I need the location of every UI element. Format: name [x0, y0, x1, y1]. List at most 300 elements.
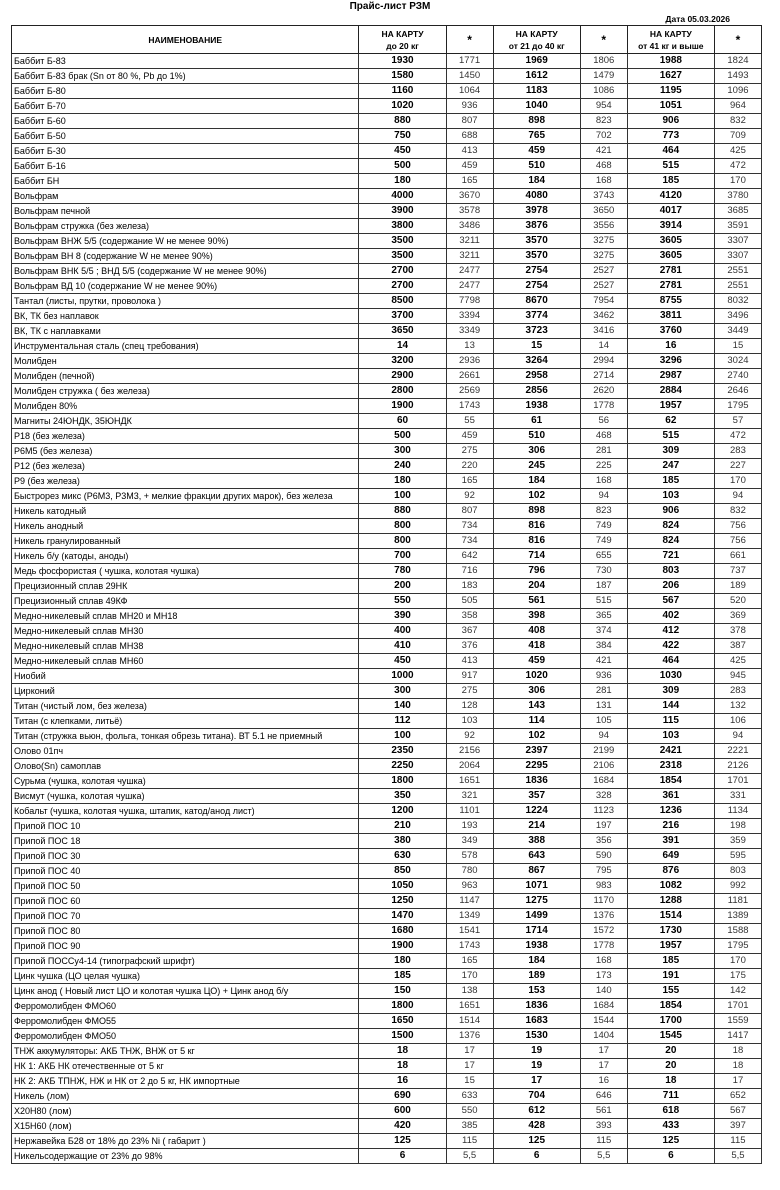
- alt-price-cell-s40: 56: [580, 414, 627, 429]
- alt-price-cell-s20: 376: [446, 639, 493, 654]
- alt-price-cell-s41: 832: [714, 504, 761, 519]
- price-cell-p41: 412: [627, 624, 714, 639]
- item-name-cell: Цинк чушка (ЦО целая чушка): [12, 969, 359, 984]
- alt-price-cell-s40: 1086: [580, 84, 627, 99]
- alt-price-cell-s20: 807: [446, 504, 493, 519]
- price-cell-p41: 1627: [627, 69, 714, 84]
- price-cell-p41: 649: [627, 849, 714, 864]
- table-row: [12, 369, 762, 384]
- price-cell-p40: 1530: [493, 1029, 580, 1044]
- price-cell-p20: 1800: [359, 774, 446, 789]
- alt-price-cell-s41: 170: [714, 174, 761, 189]
- price-cell-p20: 1160: [359, 84, 446, 99]
- price-cell-p40: 408: [493, 624, 580, 639]
- price-cell-p41: 422: [627, 639, 714, 654]
- alt-price-cell-s20: 1771: [446, 54, 493, 69]
- alt-price-cell-s40: 983: [580, 879, 627, 894]
- item-name-cell: НК 2: АКБ ТПНЖ, НЖ и НК от 2 до 5 кг, НК импортные: [12, 1074, 359, 1089]
- alt-price-cell-s20: 3349: [446, 324, 493, 339]
- table-row: [12, 489, 762, 504]
- alt-price-cell-s20: 1064: [446, 84, 493, 99]
- alt-price-cell-s40: 7954: [580, 294, 627, 309]
- price-cell-p41: 3605: [627, 234, 714, 249]
- table-row: [12, 984, 762, 999]
- item-name-cell: Титан (стружка вьюн, фольга, тонкая обрезь титана). ВТ 5.1 не приемный: [12, 729, 359, 744]
- price-cell-p41: 391: [627, 834, 714, 849]
- price-cell-p40: 510: [493, 159, 580, 174]
- table-row: [12, 54, 762, 69]
- alt-price-cell-s40: 1572: [580, 924, 627, 939]
- price-cell-p41: 20: [627, 1059, 714, 1074]
- item-name-cell: Быстрорез микс (Р6М3, Р3М3, + мелкие фракции других марок), без железа: [12, 489, 359, 504]
- alt-price-cell-s40: 1684: [580, 999, 627, 1014]
- alt-price-cell-s40: 3462: [580, 309, 627, 324]
- alt-price-cell-s40: 3416: [580, 324, 627, 339]
- price-cell-p40: 1938: [493, 939, 580, 954]
- price-cell-p40: 1683: [493, 1014, 580, 1029]
- table-row: [12, 294, 762, 309]
- item-name-cell: Припой ПОС 90: [12, 939, 359, 954]
- table-row: [12, 84, 762, 99]
- price-cell-p20: 2800: [359, 384, 446, 399]
- document-date: Дата 05.03.2026: [665, 14, 730, 24]
- price-cell-p40: 2397: [493, 744, 580, 759]
- price-cell-p20: 6: [359, 1149, 446, 1164]
- alt-price-cell-s40: 168: [580, 474, 627, 489]
- price-cell-p40: 1040: [493, 99, 580, 114]
- price-cell-p20: 800: [359, 519, 446, 534]
- price-cell-p40: 306: [493, 444, 580, 459]
- alt-price-cell-s41: 661: [714, 549, 761, 564]
- item-name-cell: НК 1: АКБ НК отечественные от 5 кг: [12, 1059, 359, 1074]
- price-cell-p40: 6: [493, 1149, 580, 1164]
- item-name-cell: ТНЖ аккумуляторы: АКБ ТНЖ, ВНЖ от 5 кг: [12, 1044, 359, 1059]
- alt-price-cell-s41: 3780: [714, 189, 761, 204]
- price-cell-p20: 1680: [359, 924, 446, 939]
- price-cell-p40: 1938: [493, 399, 580, 414]
- price-cell-p20: 18: [359, 1044, 446, 1059]
- alt-price-cell-s20: 633: [446, 1089, 493, 1104]
- item-name-cell: Припой ПОС 18: [12, 834, 359, 849]
- alt-price-cell-s40: 1479: [580, 69, 627, 84]
- price-cell-p41: 62: [627, 414, 714, 429]
- alt-price-cell-s41: 520: [714, 594, 761, 609]
- price-cell-p40: 3774: [493, 309, 580, 324]
- item-name-cell: Никель гранулированный: [12, 534, 359, 549]
- price-cell-p40: 15: [493, 339, 580, 354]
- alt-price-cell-s41: 1559: [714, 1014, 761, 1029]
- alt-price-cell-s20: 92: [446, 489, 493, 504]
- alt-price-cell-s40: 421: [580, 144, 627, 159]
- alt-price-cell-s41: 3591: [714, 219, 761, 234]
- alt-price-cell-s40: 954: [580, 99, 627, 114]
- alt-price-cell-s20: 807: [446, 114, 493, 129]
- alt-price-cell-s40: 17: [580, 1044, 627, 1059]
- price-cell-p20: 450: [359, 144, 446, 159]
- price-cell-p20: 140: [359, 699, 446, 714]
- alt-price-cell-s41: 2221: [714, 744, 761, 759]
- price-cell-p20: 2250: [359, 759, 446, 774]
- alt-price-cell-s41: 595: [714, 849, 761, 864]
- table-row: [12, 339, 762, 354]
- item-name-cell: Сурьма (чушка, колотая чушка): [12, 774, 359, 789]
- price-cell-p41: 824: [627, 519, 714, 534]
- price-cell-p20: 1930: [359, 54, 446, 69]
- price-cell-p40: 1224: [493, 804, 580, 819]
- table-row: [12, 264, 762, 279]
- price-cell-p40: 561: [493, 594, 580, 609]
- alt-price-cell-s41: 1701: [714, 774, 761, 789]
- alt-price-cell-s41: 652: [714, 1089, 761, 1104]
- alt-price-cell-s41: 1588: [714, 924, 761, 939]
- table-row: [12, 969, 762, 984]
- alt-price-cell-s41: 964: [714, 99, 761, 114]
- alt-price-cell-s41: 1389: [714, 909, 761, 924]
- table-row: [12, 159, 762, 174]
- table-row: [12, 189, 762, 204]
- alt-price-cell-s41: 2551: [714, 279, 761, 294]
- alt-price-cell-s20: 505: [446, 594, 493, 609]
- alt-price-cell-s20: 3211: [446, 249, 493, 264]
- alt-price-cell-s40: 2994: [580, 354, 627, 369]
- alt-price-cell-s20: 115: [446, 1134, 493, 1149]
- item-name-cell: Прецизионный сплав 29НК: [12, 579, 359, 594]
- item-name-cell: Припой ПОССу4-14 (типографский шрифт): [12, 954, 359, 969]
- alt-price-cell-s40: 365: [580, 609, 627, 624]
- alt-price-cell-s41: 15: [714, 339, 761, 354]
- table-row: [12, 309, 762, 324]
- item-name-cell: Олово(Sn) самоплав: [12, 759, 359, 774]
- alt-price-cell-s20: 17: [446, 1059, 493, 1074]
- table-row: [12, 504, 762, 519]
- price-cell-p40: 714: [493, 549, 580, 564]
- price-cell-p41: 103: [627, 729, 714, 744]
- alt-price-cell-s20: 2156: [446, 744, 493, 759]
- table-row: [12, 1134, 762, 1149]
- alt-price-cell-s40: 1544: [580, 1014, 627, 1029]
- table-row: [12, 564, 762, 579]
- alt-price-cell-s40: 646: [580, 1089, 627, 1104]
- price-cell-p40: 2754: [493, 279, 580, 294]
- price-cell-p40: 704: [493, 1089, 580, 1104]
- alt-price-cell-s20: 3670: [446, 189, 493, 204]
- item-name-cell: Никель (лом): [12, 1089, 359, 1104]
- table-row: [12, 894, 762, 909]
- alt-price-cell-s41: 57: [714, 414, 761, 429]
- price-cell-p20: 410: [359, 639, 446, 654]
- alt-price-cell-s41: 3307: [714, 249, 761, 264]
- price-cell-p41: 2421: [627, 744, 714, 759]
- alt-price-cell-s41: 472: [714, 429, 761, 444]
- price-cell-p20: 18: [359, 1059, 446, 1074]
- price-cell-p41: 515: [627, 429, 714, 444]
- item-name-cell: Магниты 24ЮНДК, 35ЮНДК: [12, 414, 359, 429]
- item-name-cell: Х20Н80 (лом): [12, 1104, 359, 1119]
- item-name-cell: Р9 (без железа): [12, 474, 359, 489]
- price-cell-p41: 309: [627, 444, 714, 459]
- price-cell-p20: 300: [359, 444, 446, 459]
- price-cell-p20: 8500: [359, 294, 446, 309]
- price-cell-p40: 816: [493, 534, 580, 549]
- price-cell-p41: 433: [627, 1119, 714, 1134]
- price-cell-p20: 750: [359, 129, 446, 144]
- price-cell-p41: 1051: [627, 99, 714, 114]
- price-cell-p41: 876: [627, 864, 714, 879]
- price-cell-p20: 2900: [359, 369, 446, 384]
- price-cell-p40: 867: [493, 864, 580, 879]
- price-cell-p40: 1612: [493, 69, 580, 84]
- alt-price-cell-s20: 1147: [446, 894, 493, 909]
- price-cell-p41: 185: [627, 954, 714, 969]
- item-name-cell: Висмут (чушка, колотая чушка): [12, 789, 359, 804]
- alt-price-cell-s40: 328: [580, 789, 627, 804]
- price-cell-p20: 112: [359, 714, 446, 729]
- alt-price-cell-s40: 16: [580, 1074, 627, 1089]
- price-cell-p41: 906: [627, 504, 714, 519]
- item-name-cell: Вольфрам ВН 8 (содержание W не менее 90%): [12, 249, 359, 264]
- price-cell-p40: 184: [493, 954, 580, 969]
- item-name-cell: Ферромолибден ФМО50: [12, 1029, 359, 1044]
- table-row: [12, 579, 762, 594]
- alt-price-cell-s20: 2477: [446, 264, 493, 279]
- price-cell-p41: 361: [627, 789, 714, 804]
- alt-price-cell-s41: 3024: [714, 354, 761, 369]
- price-cell-p41: 103: [627, 489, 714, 504]
- price-cell-p41: 2987: [627, 369, 714, 384]
- alt-price-cell-s20: 1376: [446, 1029, 493, 1044]
- alt-price-cell-s40: 168: [580, 954, 627, 969]
- price-cell-p20: 1470: [359, 909, 446, 924]
- price-cell-p20: 14: [359, 339, 446, 354]
- alt-price-cell-s20: 170: [446, 969, 493, 984]
- price-cell-p20: 690: [359, 1089, 446, 1104]
- alt-price-cell-s41: 283: [714, 444, 761, 459]
- price-cell-p20: 16: [359, 1074, 446, 1089]
- price-cell-p20: 600: [359, 1104, 446, 1119]
- alt-price-cell-s20: 92: [446, 729, 493, 744]
- price-cell-p40: 2958: [493, 369, 580, 384]
- price-cell-p20: 185: [359, 969, 446, 984]
- alt-price-cell-s40: 197: [580, 819, 627, 834]
- header-label: НА КАРТУ: [649, 28, 692, 39]
- price-cell-p40: 1969: [493, 54, 580, 69]
- item-name-cell: Припой ПОС 60: [12, 894, 359, 909]
- table-row: [12, 939, 762, 954]
- alt-price-cell-s41: 331: [714, 789, 761, 804]
- alt-price-cell-s40: 14: [580, 339, 627, 354]
- price-cell-p40: 19: [493, 1044, 580, 1059]
- table-row: [12, 249, 762, 264]
- price-cell-p20: 60: [359, 414, 446, 429]
- alt-price-cell-s20: 2477: [446, 279, 493, 294]
- price-cell-p41: 6: [627, 1149, 714, 1164]
- price-cell-p20: 1650: [359, 1014, 446, 1029]
- item-name-cell: Баббит БН: [12, 174, 359, 189]
- price-cell-p20: 1250: [359, 894, 446, 909]
- alt-price-cell-s20: 1101: [446, 804, 493, 819]
- price-cell-p41: 618: [627, 1104, 714, 1119]
- alt-price-cell-s40: 515: [580, 594, 627, 609]
- item-name-cell: Р18 (без железа): [12, 429, 359, 444]
- price-cell-p41: 8755: [627, 294, 714, 309]
- price-cell-p40: 612: [493, 1104, 580, 1119]
- price-cell-p20: 180: [359, 174, 446, 189]
- table-row: [12, 804, 762, 819]
- price-cell-p40: 4080: [493, 189, 580, 204]
- alt-price-cell-s41: 3307: [714, 234, 761, 249]
- alt-price-cell-s20: 3394: [446, 309, 493, 324]
- item-name-cell: Молибден 80%: [12, 399, 359, 414]
- alt-price-cell-s40: 1778: [580, 939, 627, 954]
- header-name: НАИМЕНОВАНИЕ: [12, 26, 359, 54]
- table-row: [12, 789, 762, 804]
- item-name-cell: Баббит Б-50: [12, 129, 359, 144]
- table-row: [12, 1089, 762, 1104]
- table-row: [12, 834, 762, 849]
- price-cell-p20: 500: [359, 429, 446, 444]
- alt-price-cell-s20: 459: [446, 429, 493, 444]
- item-name-cell: Баббит Б-83 брак (Sn от 80 %, Pb до 1%): [12, 69, 359, 84]
- item-name-cell: Припой ПОС 50: [12, 879, 359, 894]
- table-row: [12, 819, 762, 834]
- alt-price-cell-s20: 13: [446, 339, 493, 354]
- item-name-cell: Баббит Б-30: [12, 144, 359, 159]
- alt-price-cell-s40: 1778: [580, 399, 627, 414]
- alt-price-cell-s41: 115: [714, 1134, 761, 1149]
- alt-price-cell-s20: 734: [446, 534, 493, 549]
- price-cell-p41: 309: [627, 684, 714, 699]
- alt-price-cell-s41: 189: [714, 579, 761, 594]
- alt-price-cell-s41: 359: [714, 834, 761, 849]
- item-name-cell: Ферромолибден ФМО55: [12, 1014, 359, 1029]
- alt-price-cell-s40: 730: [580, 564, 627, 579]
- price-cell-p40: 153: [493, 984, 580, 999]
- alt-price-cell-s40: 749: [580, 519, 627, 534]
- item-name-cell: Медно-никелевый сплав МН30: [12, 624, 359, 639]
- alt-price-cell-s20: 5,5: [446, 1149, 493, 1164]
- price-cell-p20: 3650: [359, 324, 446, 339]
- price-cell-p41: 191: [627, 969, 714, 984]
- alt-price-cell-s20: 165: [446, 474, 493, 489]
- price-cell-p41: 1545: [627, 1029, 714, 1044]
- price-cell-p41: 464: [627, 144, 714, 159]
- price-cell-p20: 3800: [359, 219, 446, 234]
- table-row: [12, 684, 762, 699]
- header-asterisk-2: *: [580, 26, 627, 54]
- alt-price-cell-s20: 1743: [446, 939, 493, 954]
- table-row: [12, 744, 762, 759]
- alt-price-cell-s20: 1651: [446, 999, 493, 1014]
- alt-price-cell-s20: 917: [446, 669, 493, 684]
- alt-price-cell-s41: 227: [714, 459, 761, 474]
- price-cell-p41: 1730: [627, 924, 714, 939]
- alt-price-cell-s41: 1134: [714, 804, 761, 819]
- alt-price-cell-s41: 397: [714, 1119, 761, 1134]
- alt-price-cell-s40: 384: [580, 639, 627, 654]
- item-name-cell: Припой ПОС 40: [12, 864, 359, 879]
- price-cell-p40: 643: [493, 849, 580, 864]
- price-cell-p20: 3900: [359, 204, 446, 219]
- price-cell-p20: 500: [359, 159, 446, 174]
- price-cell-p41: 2781: [627, 264, 714, 279]
- alt-price-cell-s41: 1795: [714, 939, 761, 954]
- price-cell-p41: 1195: [627, 84, 714, 99]
- price-cell-p41: 115: [627, 714, 714, 729]
- alt-price-cell-s41: 756: [714, 519, 761, 534]
- alt-price-cell-s40: 421: [580, 654, 627, 669]
- price-cell-p40: 3723: [493, 324, 580, 339]
- header-label: НА КАРТУ: [515, 28, 558, 39]
- alt-price-cell-s20: 367: [446, 624, 493, 639]
- alt-price-cell-s20: 15: [446, 1074, 493, 1089]
- alt-price-cell-s20: 138: [446, 984, 493, 999]
- table-row: [12, 459, 762, 474]
- price-cell-p41: 1082: [627, 879, 714, 894]
- item-name-cell: Припой ПОС 30: [12, 849, 359, 864]
- alt-price-cell-s41: 425: [714, 144, 761, 159]
- alt-price-cell-s41: 1417: [714, 1029, 761, 1044]
- alt-price-cell-s20: 459: [446, 159, 493, 174]
- price-cell-p40: 204: [493, 579, 580, 594]
- alt-price-cell-s20: 413: [446, 654, 493, 669]
- price-cell-p41: 20: [627, 1044, 714, 1059]
- alt-price-cell-s41: 2126: [714, 759, 761, 774]
- price-cell-p40: 2856: [493, 384, 580, 399]
- table-row: [12, 1029, 762, 1044]
- alt-price-cell-s41: 17: [714, 1074, 761, 1089]
- price-cell-p41: 515: [627, 159, 714, 174]
- price-cell-p20: 1900: [359, 939, 446, 954]
- price-cell-p20: 125: [359, 1134, 446, 1149]
- alt-price-cell-s41: 425: [714, 654, 761, 669]
- item-name-cell: Медно-никелевый сплав МН20 и МН18: [12, 609, 359, 624]
- price-cell-p20: 150: [359, 984, 446, 999]
- alt-price-cell-s41: 170: [714, 474, 761, 489]
- alt-price-cell-s40: 3275: [580, 234, 627, 249]
- item-name-cell: Тантал (листы, прутки, проволока ): [12, 294, 359, 309]
- price-cell-p41: 3811: [627, 309, 714, 324]
- header-price-up-to-20kg: [359, 26, 446, 54]
- item-name-cell: Вольфрам: [12, 189, 359, 204]
- alt-price-cell-s41: 567: [714, 1104, 761, 1119]
- alt-price-cell-s41: 2551: [714, 264, 761, 279]
- alt-price-cell-s41: 378: [714, 624, 761, 639]
- item-name-cell: Припой ПОС 80: [12, 924, 359, 939]
- price-cell-p40: 1275: [493, 894, 580, 909]
- price-cell-p20: 100: [359, 729, 446, 744]
- table-row: [12, 129, 762, 144]
- item-name-cell: Ниобий: [12, 669, 359, 684]
- price-cell-p20: 450: [359, 654, 446, 669]
- table-row: [12, 909, 762, 924]
- item-name-cell: Титан (чистый лом, без железа): [12, 699, 359, 714]
- alt-price-cell-s40: 3556: [580, 219, 627, 234]
- item-name-cell: Р12 (без железа): [12, 459, 359, 474]
- alt-price-cell-s40: 2527: [580, 264, 627, 279]
- price-cell-p40: 1836: [493, 774, 580, 789]
- alt-price-cell-s41: 1493: [714, 69, 761, 84]
- alt-price-cell-s40: 3650: [580, 204, 627, 219]
- alt-price-cell-s20: 2936: [446, 354, 493, 369]
- price-cell-p40: 418: [493, 639, 580, 654]
- price-cell-p40: 510: [493, 429, 580, 444]
- price-cell-p41: 18: [627, 1074, 714, 1089]
- alt-price-cell-s20: 936: [446, 99, 493, 114]
- header-label: НА КАРТУ: [381, 28, 424, 39]
- price-cell-p41: 1957: [627, 939, 714, 954]
- table-row: [12, 759, 762, 774]
- alt-price-cell-s40: 356: [580, 834, 627, 849]
